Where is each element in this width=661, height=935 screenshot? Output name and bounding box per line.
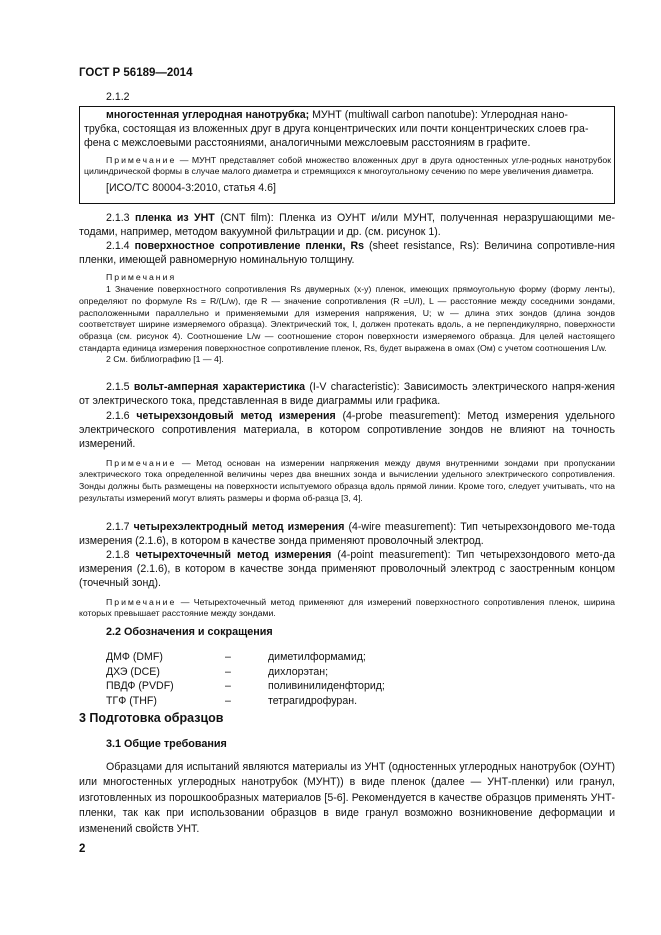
term-number: 2.1.7 [106,521,130,533]
abbreviation-row [79,650,615,665]
dash: – [225,680,231,692]
note-text: — МУНТ представляет собой множество вложенных друг в друга одностенных угле-родных нанотрубок цилиндрической формы в случае малого диаметра и стремящихся к многоугольному сечению по мере увеличения диаметра. [84,154,611,177]
subsection-heading: 3.1 Общие требования [106,738,227,750]
section-text: Образцами для испытаний являются материалы из УНТ (одностенных углеродных нанотрубок (ОУНТ) или многостенных углеродных нанотрубок (МУНТ)) в виде пленок (далее — УНТ-пленки) или гранул, изготовленных из порошкообразных материалов [5-6]. Рекомендуется в качестве образцов применять УНТ-пленки, так как при использовании образцов в виде гранул возможно возникновение деформации и изменений свойств УНТ. [79,761,615,835]
term-2-1-4 [79,239,615,366]
abbreviation: ПВДФ (PVDF) [106,680,174,692]
note-text: — Метод основан на измерении напряжения между двумя внутренними зондами при пропускании электрического тока определенной величины через два внешних зонда и вычислении удельного электрического сопротивления. Зонды должны быть размещены на поверхности испытуемого образца вдоль прямой линии. Кроме того, следует учитывать, что на результаты измерений могут влиять размеры и форма об-разца [3, 4]. [79,457,615,503]
meaning: диметилформамид; [268,651,366,663]
term-note [79,458,615,505]
section-3 [79,711,615,837]
term-2-1-7 [79,520,615,548]
term-definition: (CNT film): Пленка из ОУНТ и/или МУНТ, полученная неразрушающими ме-тодами, например, методом вакуумной фильтрации и др. (см. рисунок 1). [79,212,616,239]
note-1: 1 Значение поверхностного сопротивления Rs двумерных (x-y) пленок, имеющих прямоугольную форму (форму ленты), определяют по формуле Rs = R/(L/w), где R — значение сопротивления (R =U/I), L — расстояние между соседними зондами, расположенными параллельно и применяемыми для измерения напряжения, U; w — длина этих зондов (длина зондов соответствует ширине измеряемого образца). Электрический ток, I, должен протекать вдоль, а не перпендикулярно, поверхности образца (см. рисунок 4). Соотношение L/w — соотношение сторон поверхности измеряемого образца. Для целей настоящего стандарта единица измерения поверхностное сопротивление пленок, Rs, будет выражена в омах (Ом) с учетом соотношения L/w. [79,284,615,353]
term-2-1-6 [79,409,615,504]
term-title: пленка из УНТ [134,212,215,224]
term-2-1-8 [79,548,615,620]
note-text: — Четырехточечный метод применяют для измерений поверхностного сопротивления пленок, ширина которых превышает расстояние между зондами. [79,596,615,619]
term-definition-line: трубка, состоящая из вложенных друг в друга концентрических или почти концентрических слоев гра- [84,123,589,136]
meaning: поливинилиденфторид; [268,680,385,692]
abbreviation: ДМФ (DMF) [106,651,163,663]
meaning: тетрагидрофуран. [268,694,358,707]
term-title: поверхностное сопротивление пленки, Rs [134,240,365,252]
term-number: 2.1.3 [106,212,130,224]
abbreviation-row [79,679,615,694]
abbreviation-list [79,650,615,708]
document-header: ГОСТ Р 56189—2014 [79,67,193,79]
term-2-1-2-number-block [79,90,615,104]
note-2: 2 См. библиографию [1 — 4]. [106,354,224,365]
term-definition-line: фена с межслоевыми расстояниями, аналогичными межслоевым расстояниям в графите. [84,137,531,150]
term-definition: МУНТ (multiwall carbon nanotube): Углеродная нано- [312,109,568,121]
dash: – [225,651,231,663]
note-label: Примечание [106,457,177,468]
note-label: Примечание [106,596,177,607]
page-number: 2 [79,843,86,855]
term-definition: (4-wire measurement): Тип четырехзондового ме-тода измерения (2.1.6), в котором в качестве зонда применяют проволочный электрод. [79,521,615,548]
section-heading: 3 Подготовка образцов [79,711,224,725]
term-title: четырехточечный метод измерения [135,549,332,561]
note-label: Примечание [106,154,177,165]
dash: – [225,694,231,707]
term-2-1-2 [84,108,611,195]
term-definition: (sheet resistance, Rs): Величина сопротивле-ния пленки, имеющей равномерную номинальную толщину. [79,240,616,267]
section-2-2 [79,626,615,708]
abbreviation: ТГФ (THF) [106,694,157,707]
term-title: многостенная углеродная нанотрубка; [106,109,310,121]
term-number: 2.1.5 [106,381,130,393]
term-definition: (I-V characteristic): Зависимость электрического напря-жения от электрического тока, представленная в виде диаграммы или графика. [79,381,615,408]
abbreviation: ДХЭ (DCE) [106,665,160,678]
term-title: вольт-амперная характеристика [133,381,306,393]
term-2-1-3 [79,211,615,239]
notes-label: Примечания [106,272,177,283]
term-definition: (4-point measurement): Тип четырехзондового мето-да измерения (2.1.6), в котором в качестве зонда применяют проволочный электрод с заостренным концом (точечный зонд). [79,549,615,590]
term-title: четырехзондовый метод измерения [136,410,336,422]
term-number: 2.1.8 [106,549,130,561]
term-number: 2.1.2 [106,91,130,103]
term-note [84,155,611,178]
abbreviation-row [79,694,615,709]
abbreviation-row [79,665,615,680]
term-note [79,597,615,620]
meaning: дихлорэтан; [268,665,329,678]
term-2-1-5 [79,380,615,408]
term-title: четырехэлектродный метод измерения [133,521,345,533]
term-source: [ИСО/ТС 80004-3:2010, статья 4.6] [106,182,276,195]
term-number: 2.1.6 [106,410,130,422]
dash: – [225,665,231,678]
section-heading: 2.2 Обозначения и сокращения [106,626,273,638]
term-number: 2.1.4 [106,240,130,252]
term-definition: (4-probe measurement): Метод измерения удельного электрического сопротивления материала, в котором сопротивление зондов не влияют на точность измерений. [79,410,615,451]
